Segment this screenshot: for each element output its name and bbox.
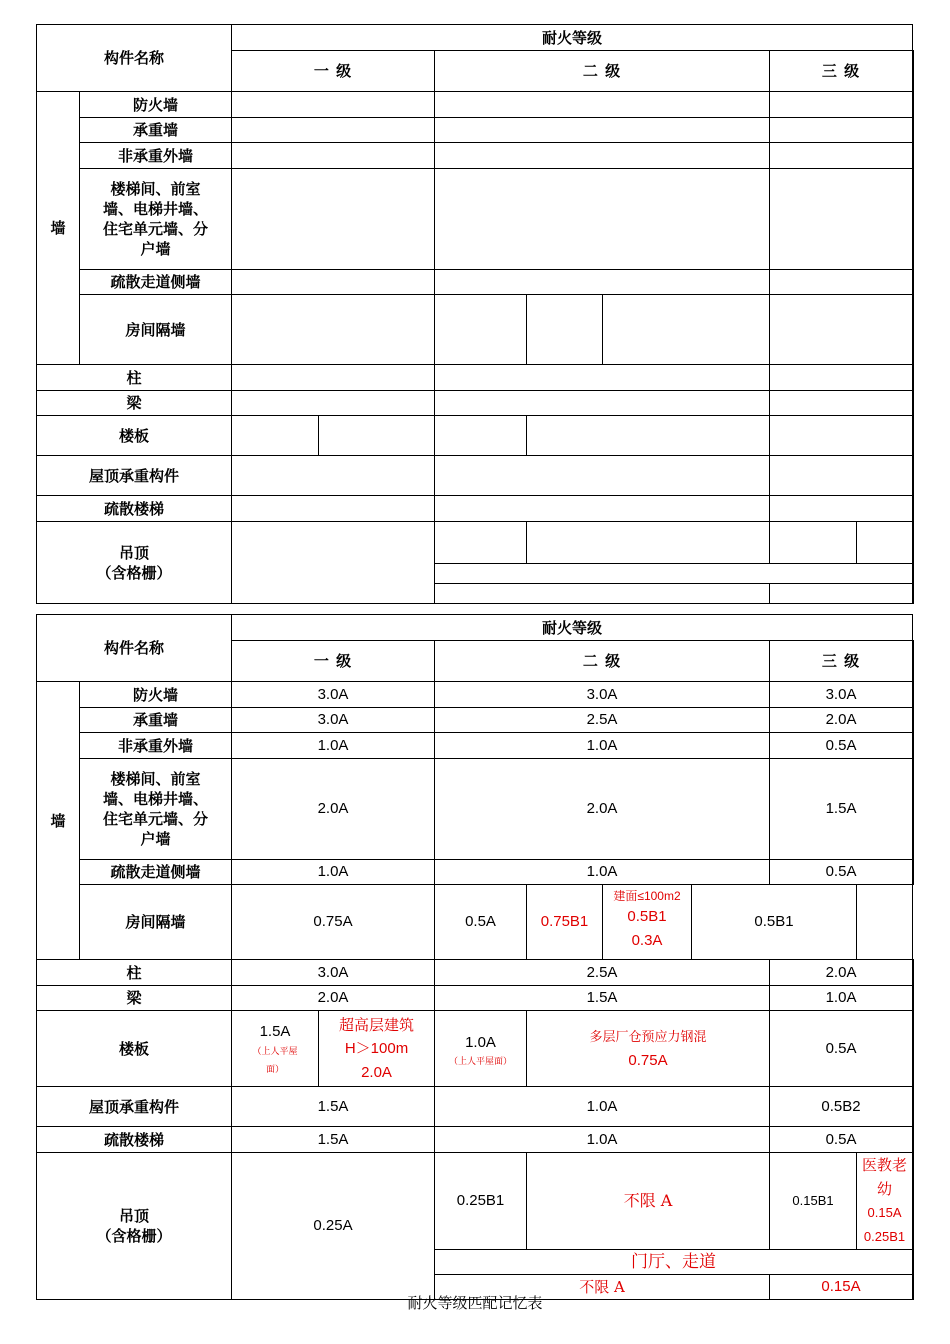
cell-value-highlight: 0.75B1 (527, 885, 603, 960)
row-room-partition: 房间隔墙 (80, 295, 232, 365)
row-stair-wall: 楼梯间、前室 墙、电梯井墙、 住宅单元墙、分 户墙 (80, 169, 232, 270)
row-firewall: 防火墙 (80, 682, 232, 708)
cell-value: 2.5A (435, 708, 770, 733)
cell-value: 1.5A (770, 759, 913, 860)
row-floor: 楼板 (37, 416, 232, 456)
row-bearing-wall: 承重墙 (80, 118, 232, 143)
cell-value: 1.0A (435, 860, 770, 885)
cell-value: 3.0A (770, 682, 913, 708)
cell-value: 1.5A (232, 1087, 435, 1127)
cell-value-highlight: 不限 A (435, 1275, 770, 1300)
cell-value: 3.0A (232, 682, 435, 708)
cell-value: 0.15B1 (770, 1153, 857, 1250)
cell-value: 1.0A (435, 1127, 770, 1153)
row-beam: 梁 (37, 986, 232, 1011)
cell-value: 3.0A (232, 708, 435, 733)
cell-value: 0.5B1 (692, 885, 857, 960)
row-ceiling: 吊顶 （含格栅） (37, 522, 232, 604)
row-firewall: 防火墙 (80, 92, 232, 118)
row-column: 柱 (37, 960, 232, 986)
cell-value: 1.0A (435, 733, 770, 759)
row-room-partition: 房间隔墙 (80, 885, 232, 960)
row-column: 柱 (37, 365, 232, 391)
row-roof: 屋顶承重构件 (37, 1087, 232, 1127)
page-caption: 耐火等级匹配记忆表 (407, 1294, 543, 1312)
cell-value: 0.5A (770, 1127, 913, 1153)
row-floor: 楼板 (37, 1011, 232, 1087)
row-ceiling: 吊顶 （含格栅） (37, 1153, 232, 1300)
cell-value-conditional: 建面≤100m2 0.5B1 0.3A (603, 885, 692, 960)
row-corridor-wall: 疏散走道侧墙 (80, 270, 232, 295)
cell-value: 2.0A (770, 960, 913, 986)
cell-value: 0.25B1 (435, 1153, 527, 1250)
cell-value-highlight: 多层厂仓预应力钢混 0.75A (527, 1011, 770, 1087)
hall-corridor-label: 门厅、走道 (435, 1250, 913, 1275)
cell-value: 1.0A (232, 733, 435, 759)
cell-value: 1.5A (232, 1127, 435, 1153)
cell-value: 0.5A (435, 885, 527, 960)
cell-value: 0.5B2 (770, 1087, 913, 1127)
header-component-name: 构件名称 (37, 615, 232, 682)
blank-table (36, 24, 914, 604)
cell-value: 0.75A (232, 885, 435, 960)
header-grade-3: 三 级 (770, 51, 913, 92)
cell-value: 2.0A (770, 708, 913, 733)
cell-value: 0.25A (232, 1153, 435, 1300)
cell-value: 3.0A (435, 682, 770, 708)
cell-value: 0.5A (770, 860, 913, 885)
row-non-bearing-ext: 非承重外墙 (80, 733, 232, 759)
header-grade-2: 二 级 (435, 51, 770, 92)
cell-value: 1.5A (435, 986, 770, 1011)
cell-value-highlight: 超高层建筑 H＞100m 2.0A (319, 1011, 435, 1087)
cell-value: 2.0A (232, 986, 435, 1011)
cell-value: 2.0A (435, 759, 770, 860)
row-non-bearing-ext: 非承重外墙 (80, 143, 232, 169)
row-bearing-wall: 承重墙 (80, 708, 232, 733)
cell-value-conditional: 医教老幼 0.15A 0.25B1 (857, 1153, 913, 1250)
row-stairs: 疏散楼梯 (37, 1127, 232, 1153)
cell-value: 1.5A （上人平屋 面） (232, 1011, 319, 1087)
row-group-wall: 墙 (37, 92, 80, 365)
cell-value: 1.0A （上人平屋面） (435, 1011, 527, 1087)
cell-value: 1.0A (232, 860, 435, 885)
row-roof: 屋顶承重构件 (37, 456, 232, 496)
row-beam: 梁 (37, 391, 232, 416)
header-grade-4 (913, 641, 914, 682)
header-grade-3: 三 级 (770, 641, 913, 682)
cell-value: 1.0A (770, 986, 913, 1011)
header-grade-1: 一 级 (232, 641, 435, 682)
header-grade-1: 一 级 (232, 51, 435, 92)
cell-value: 2.0A (232, 759, 435, 860)
cell-value: 3.0A (232, 960, 435, 986)
cell-value-highlight: 0.15A (770, 1275, 913, 1300)
cell-value: 0.5A (770, 1011, 913, 1087)
filled-table (36, 614, 914, 1300)
header-fire-rating: 耐火等级 (232, 615, 913, 641)
row-corridor-wall: 疏散走道侧墙 (80, 860, 232, 885)
cell-value: 2.5A (435, 960, 770, 986)
cell-value: 1.0A (435, 1087, 770, 1127)
cell-value: 0.5A (770, 733, 913, 759)
header-component-name: 构件名称 (37, 25, 232, 92)
header-grade-4 (913, 51, 914, 92)
header-fire-rating: 耐火等级 (232, 25, 913, 51)
header-grade-2: 二 级 (435, 641, 770, 682)
row-group-wall: 墙 (37, 682, 80, 960)
row-stairs: 疏散楼梯 (37, 496, 232, 522)
row-stair-wall: 楼梯间、前室 墙、电梯井墙、 住宅单元墙、分 户墙 (80, 759, 232, 860)
cell-value-highlight: 不限 A (527, 1153, 770, 1250)
